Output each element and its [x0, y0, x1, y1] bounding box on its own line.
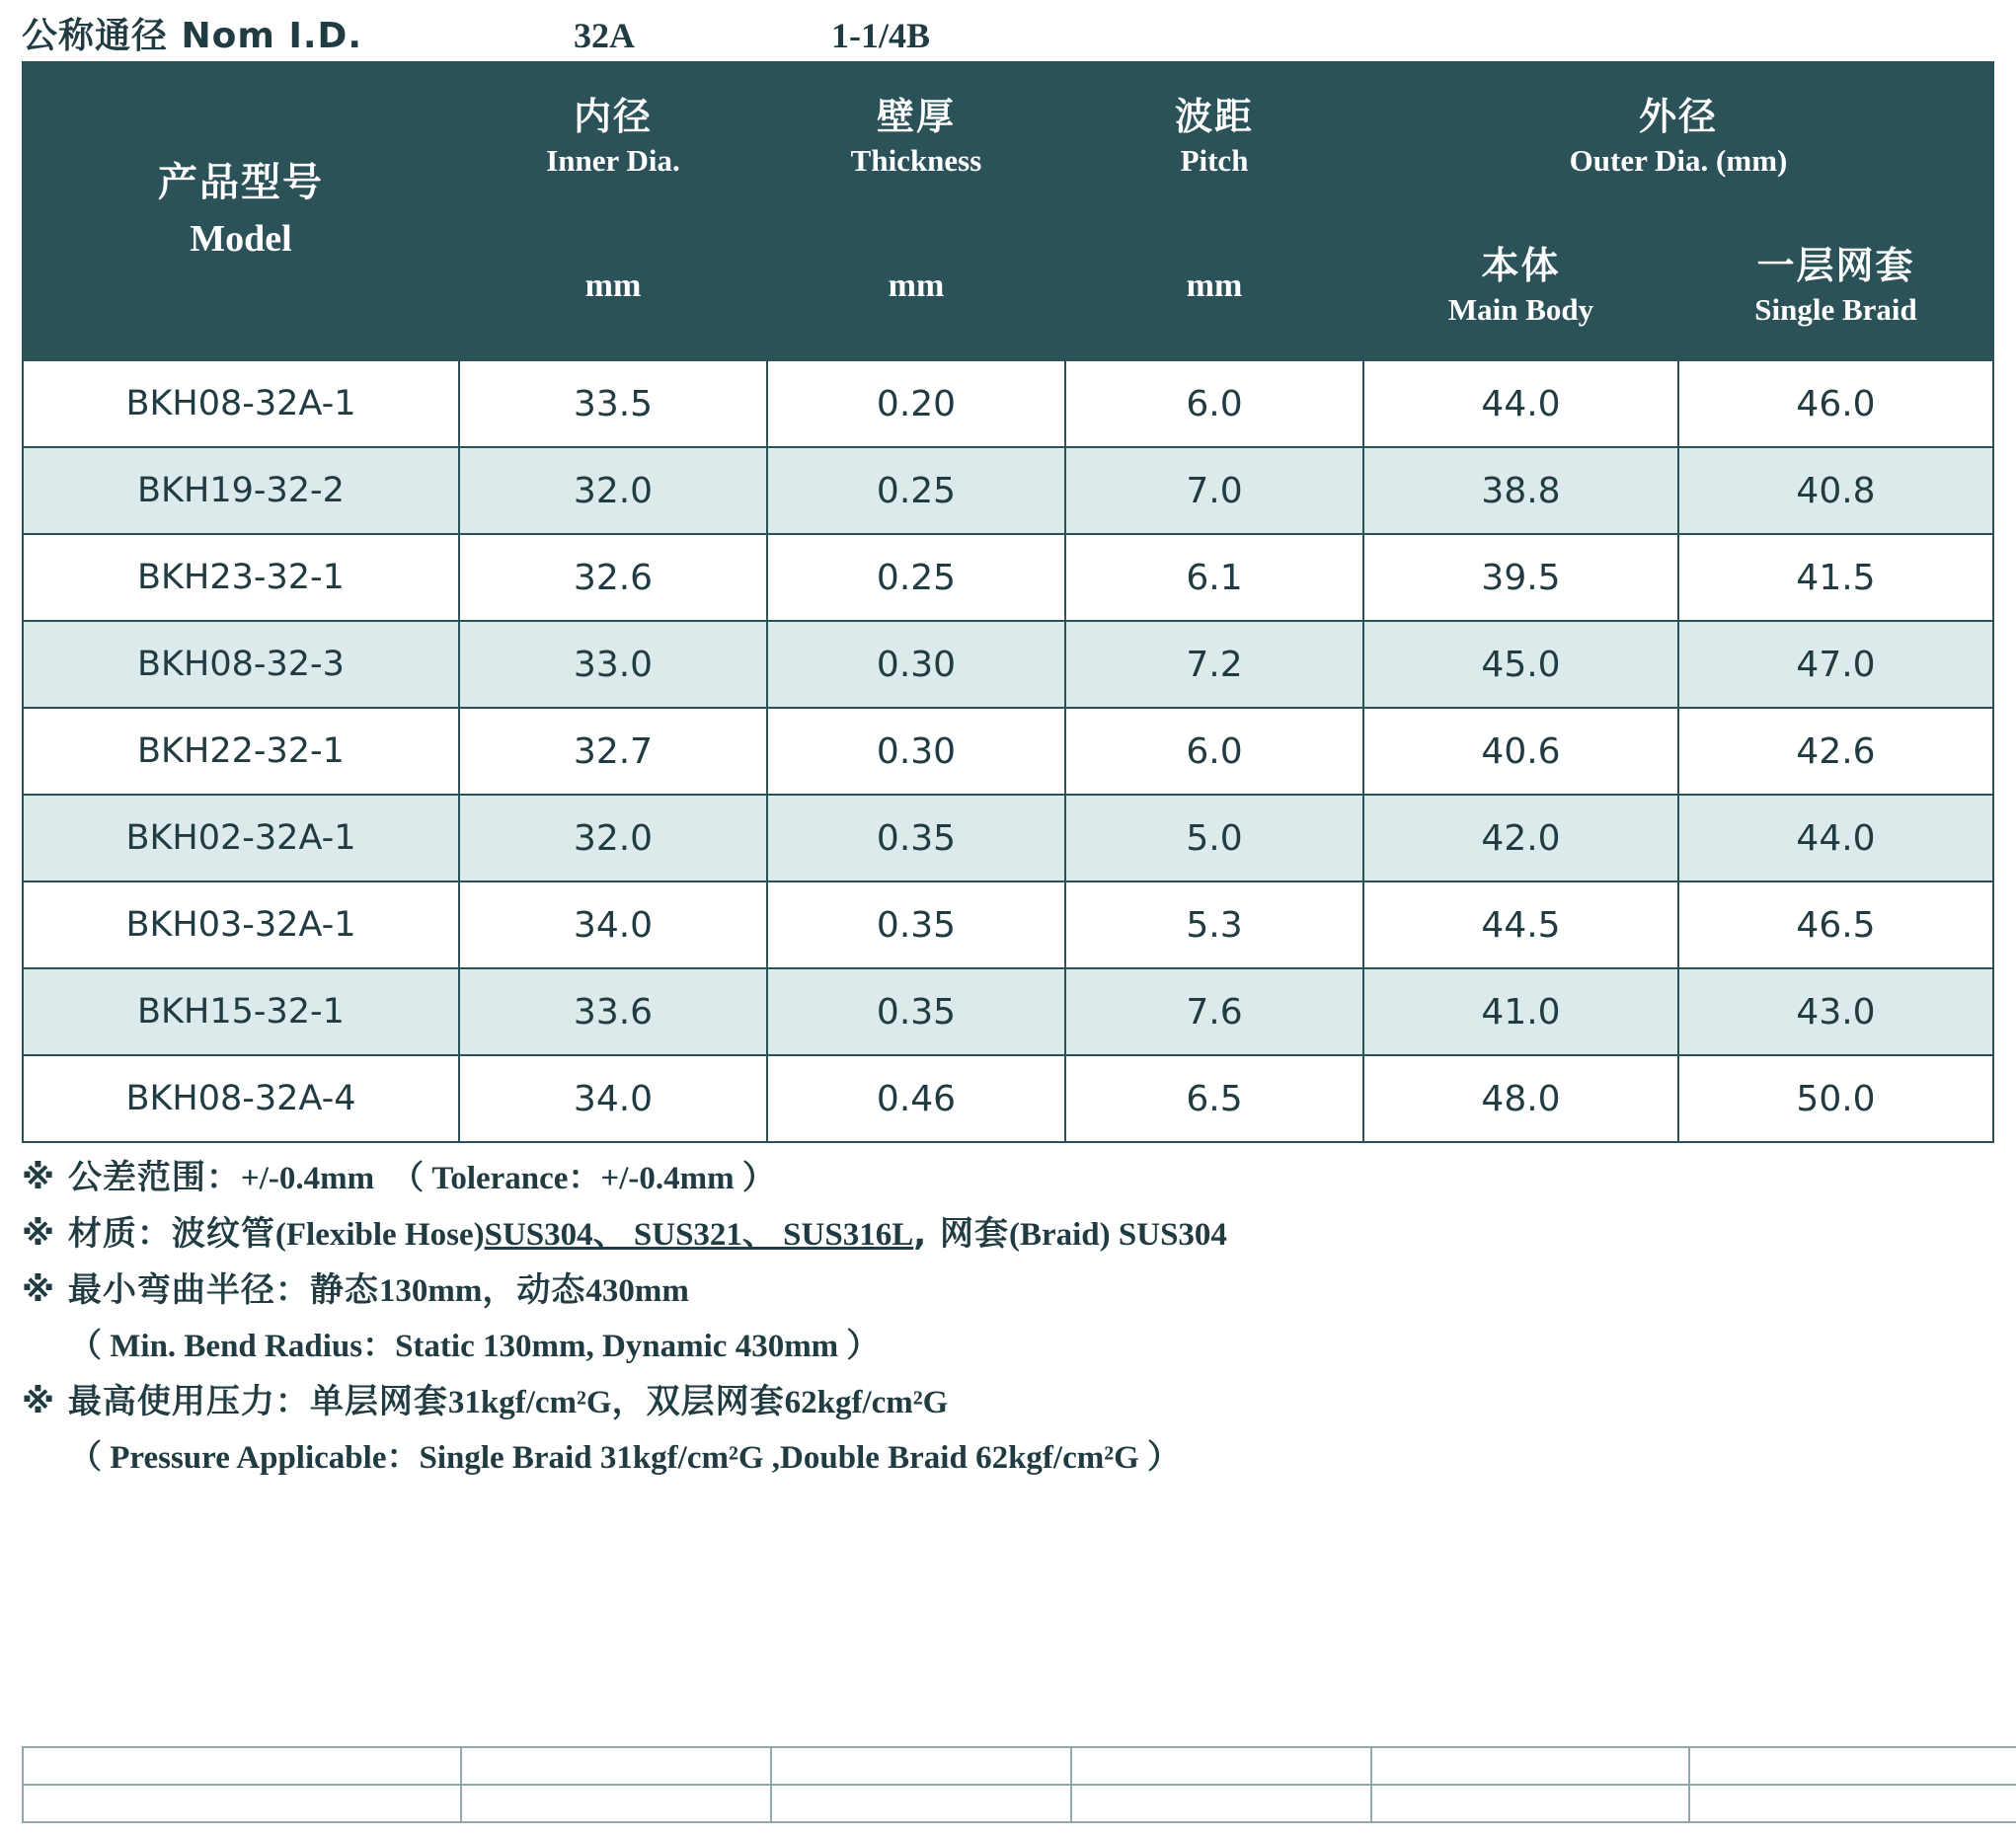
cell-pitch: 7.0: [1065, 447, 1363, 534]
cell-main-body: 40.6: [1363, 708, 1678, 795]
table-row: [23, 881, 1993, 968]
cell-model: BKH08-32A-1: [23, 360, 459, 447]
bottom-grid-cell: [461, 1747, 771, 1785]
note-bend-radius: [22, 1270, 1994, 1310]
column-header-pitch-en: Pitch: [1180, 143, 1249, 179]
note-tolerance-cn: ※ 公差范围：: [22, 1158, 241, 1197]
column-header-thickness-unit: [767, 212, 1065, 360]
nominal-id-label: 公称通径 Nom I.D.: [22, 16, 363, 56]
cell-single-braid: 43.0: [1678, 968, 1993, 1055]
column-header-main-body-cn: 本体: [1481, 243, 1561, 287]
column-header-inner-unit: [459, 212, 767, 360]
cell-main-body: 38.8: [1363, 447, 1678, 534]
cell-single-braid: 46.5: [1678, 881, 1993, 968]
column-header-thickness-cn: 壁厚: [876, 94, 956, 138]
cell-single-braid: 50.0: [1678, 1055, 1993, 1142]
column-header-pitch-unit: [1065, 212, 1363, 360]
column-header-outer-dia-en: Outer Dia. (mm): [1569, 143, 1788, 179]
cell-main-body: 39.5: [1363, 534, 1678, 621]
cell-pitch: 6.1: [1065, 534, 1363, 621]
cell-model: BKH19-32-2: [23, 447, 459, 534]
cell-pitch: 7.2: [1065, 621, 1363, 708]
note-pressure: [22, 1382, 1994, 1421]
cell-single-braid: 47.0: [1678, 621, 1993, 708]
column-header-thickness-unit-label: mm: [888, 268, 945, 304]
column-header-pitch: [1065, 62, 1363, 212]
bottom-grid-cell: [23, 1747, 461, 1785]
cell-thickness: 0.35: [767, 968, 1065, 1055]
cell-main-body: 45.0: [1363, 621, 1678, 708]
cell-single-braid: 40.8: [1678, 447, 1993, 534]
note-bend-mid-cn: ，动态: [482, 1270, 586, 1310]
nominal-id-row: [22, 0, 1994, 61]
bottom-grid-row: [23, 1747, 2016, 1785]
column-header-model-cn: 产品型号: [158, 160, 324, 206]
specification-table: [22, 61, 1994, 1143]
column-header-model-en: Model: [190, 218, 292, 261]
cell-thickness: 0.35: [767, 795, 1065, 881]
cell-main-body: 42.0: [1363, 795, 1678, 881]
note-bend-static-value: 130mm: [378, 1273, 483, 1309]
column-header-inner-dia-cn: 内径: [573, 94, 653, 138]
cell-thickness: 0.25: [767, 534, 1065, 621]
cell-inner-dia: 34.0: [459, 881, 767, 968]
column-header-outer-dia: [1363, 62, 1993, 212]
bottom-grid-cell: [1071, 1747, 1371, 1785]
note-bend-radius-cn: ※ 最小弯曲半径：静态: [22, 1270, 379, 1310]
bottom-grid-cell: [461, 1785, 771, 1822]
cell-pitch: 6.5: [1065, 1055, 1363, 1142]
table-row: [23, 795, 1993, 881]
cell-single-braid: 44.0: [1678, 795, 1993, 881]
column-header-outer-dia-cn: 外径: [1638, 94, 1718, 138]
cell-main-body: 44.5: [1363, 881, 1678, 968]
cell-inner-dia: 32.6: [459, 534, 767, 621]
note-pressure-double-value: 62kgf/cm²G: [784, 1385, 949, 1420]
note-tolerance-en: （ Tolerance：+/-0.4mm ）: [391, 1161, 775, 1196]
column-header-inner-unit-label: mm: [584, 268, 642, 304]
cell-main-body: 41.0: [1363, 968, 1678, 1055]
table-body: [23, 360, 1993, 1142]
cell-model: BKH03-32A-1: [23, 881, 459, 968]
note-material-cn: ※ 材质：波纹管: [22, 1214, 275, 1254]
nominal-id-value-a: 32A: [574, 16, 635, 55]
notes-section: [22, 1158, 1994, 1476]
cell-inner-dia: 32.0: [459, 447, 767, 534]
cell-inner-dia: 33.6: [459, 968, 767, 1055]
note-pressure-single-value: 31kgf/cm²G: [447, 1385, 612, 1420]
note-material-hose: (Flexible Hose): [274, 1217, 485, 1253]
column-header-pitch-cn: 波距: [1174, 94, 1254, 138]
bottom-empty-grid: [22, 1746, 2016, 1823]
table-row: [23, 360, 1993, 447]
note-pressure-mid-cn: ，双层网套: [611, 1382, 785, 1421]
column-header-model: [23, 62, 459, 360]
column-header-inner-dia-en: Inner Dia.: [546, 143, 680, 179]
column-header-inner-dia: [459, 62, 767, 212]
cell-model: BKH15-32-1: [23, 968, 459, 1055]
column-header-single-braid-en: Single Braid: [1754, 292, 1917, 328]
cell-main-body: 44.0: [1363, 360, 1678, 447]
bottom-grid-cell: [1689, 1747, 2016, 1785]
cell-single-braid: 46.0: [1678, 360, 1993, 447]
cell-model: BKH23-32-1: [23, 534, 459, 621]
cell-thickness: 0.20: [767, 360, 1065, 447]
bottom-grid-cell: [1071, 1785, 1371, 1822]
note-bend-radius-en: [22, 1330, 1994, 1363]
table-row: [23, 968, 1993, 1055]
note-tolerance: [22, 1158, 1994, 1197]
column-header-main-body-en: Main Body: [1447, 292, 1594, 328]
cell-single-braid: 42.6: [1678, 708, 1993, 795]
note-bend-dynamic-value: 430mm: [585, 1273, 689, 1309]
column-header-single-braid: [1678, 212, 1993, 360]
bottom-grid-cell: [771, 1785, 1071, 1822]
cell-single-braid: 41.5: [1678, 534, 1993, 621]
note-tolerance-value: +/-0.4mm: [240, 1161, 375, 1196]
header-row-1: [23, 62, 1993, 212]
column-header-thickness-en: Thickness: [850, 143, 982, 179]
bottom-grid-cell: [771, 1747, 1071, 1785]
cell-pitch: 7.6: [1065, 968, 1363, 1055]
note-material: [22, 1214, 1994, 1254]
bottom-grid-cell: [1371, 1785, 1689, 1822]
table-header: [23, 62, 1993, 360]
cell-thickness: 0.25: [767, 447, 1065, 534]
cell-thickness: 0.30: [767, 621, 1065, 708]
column-header-single-braid-cn: 一层网套: [1756, 243, 1915, 287]
cell-thickness: 0.35: [767, 881, 1065, 968]
cell-inner-dia: 32.0: [459, 795, 767, 881]
bottom-grid-cell: [23, 1785, 461, 1822]
cell-inner-dia: 32.7: [459, 708, 767, 795]
note-pressure-en: [22, 1441, 1994, 1475]
column-header-pitch-unit-label: mm: [1186, 268, 1243, 304]
cell-inner-dia: 34.0: [459, 1055, 767, 1142]
table-row: [23, 534, 1993, 621]
note-material-tail-cn: , 网套: [913, 1214, 1009, 1254]
cell-thickness: 0.30: [767, 708, 1065, 795]
table-row: [23, 621, 1993, 708]
table-row: [23, 708, 1993, 795]
cell-inner-dia: 33.0: [459, 621, 767, 708]
table-row: [23, 447, 1993, 534]
cell-thickness: 0.46: [767, 1055, 1065, 1142]
cell-pitch: 6.0: [1065, 708, 1363, 795]
bottom-grid-cell: [1689, 1785, 2016, 1822]
cell-pitch: 5.3: [1065, 881, 1363, 968]
cell-inner-dia: 33.5: [459, 360, 767, 447]
cell-model: BKH08-32A-4: [23, 1055, 459, 1142]
note-material-grades: SUS304、 SUS321、 SUS316L: [484, 1217, 914, 1253]
cell-pitch: 6.0: [1065, 360, 1363, 447]
note-pressure-en-text: （ Pressure Applicable：Single Braid 31kgf/cm²G ,Double Braid 62kgf/cm²G ）: [69, 1440, 1181, 1476]
note-material-braid: (Braid) SUS304: [1008, 1217, 1227, 1253]
bottom-grid-row: [23, 1785, 2016, 1822]
nominal-id-value-b: 1-1/4B: [830, 16, 930, 55]
cell-model: BKH08-32-3: [23, 621, 459, 708]
note-pressure-cn: ※ 最高使用压力：单层网套: [22, 1382, 448, 1421]
cell-main-body: 48.0: [1363, 1055, 1678, 1142]
cell-model: BKH02-32A-1: [23, 795, 459, 881]
column-header-thickness: [767, 62, 1065, 212]
note-bend-radius-en-text: （ Min. Bend Radius：Static 130mm, Dynamic 430mm ）: [69, 1329, 880, 1364]
table-row: [23, 1055, 1993, 1142]
cell-pitch: 5.0: [1065, 795, 1363, 881]
cell-model: BKH22-32-1: [23, 708, 459, 795]
column-header-main-body: [1363, 212, 1678, 360]
bottom-grid-cell: [1371, 1747, 1689, 1785]
